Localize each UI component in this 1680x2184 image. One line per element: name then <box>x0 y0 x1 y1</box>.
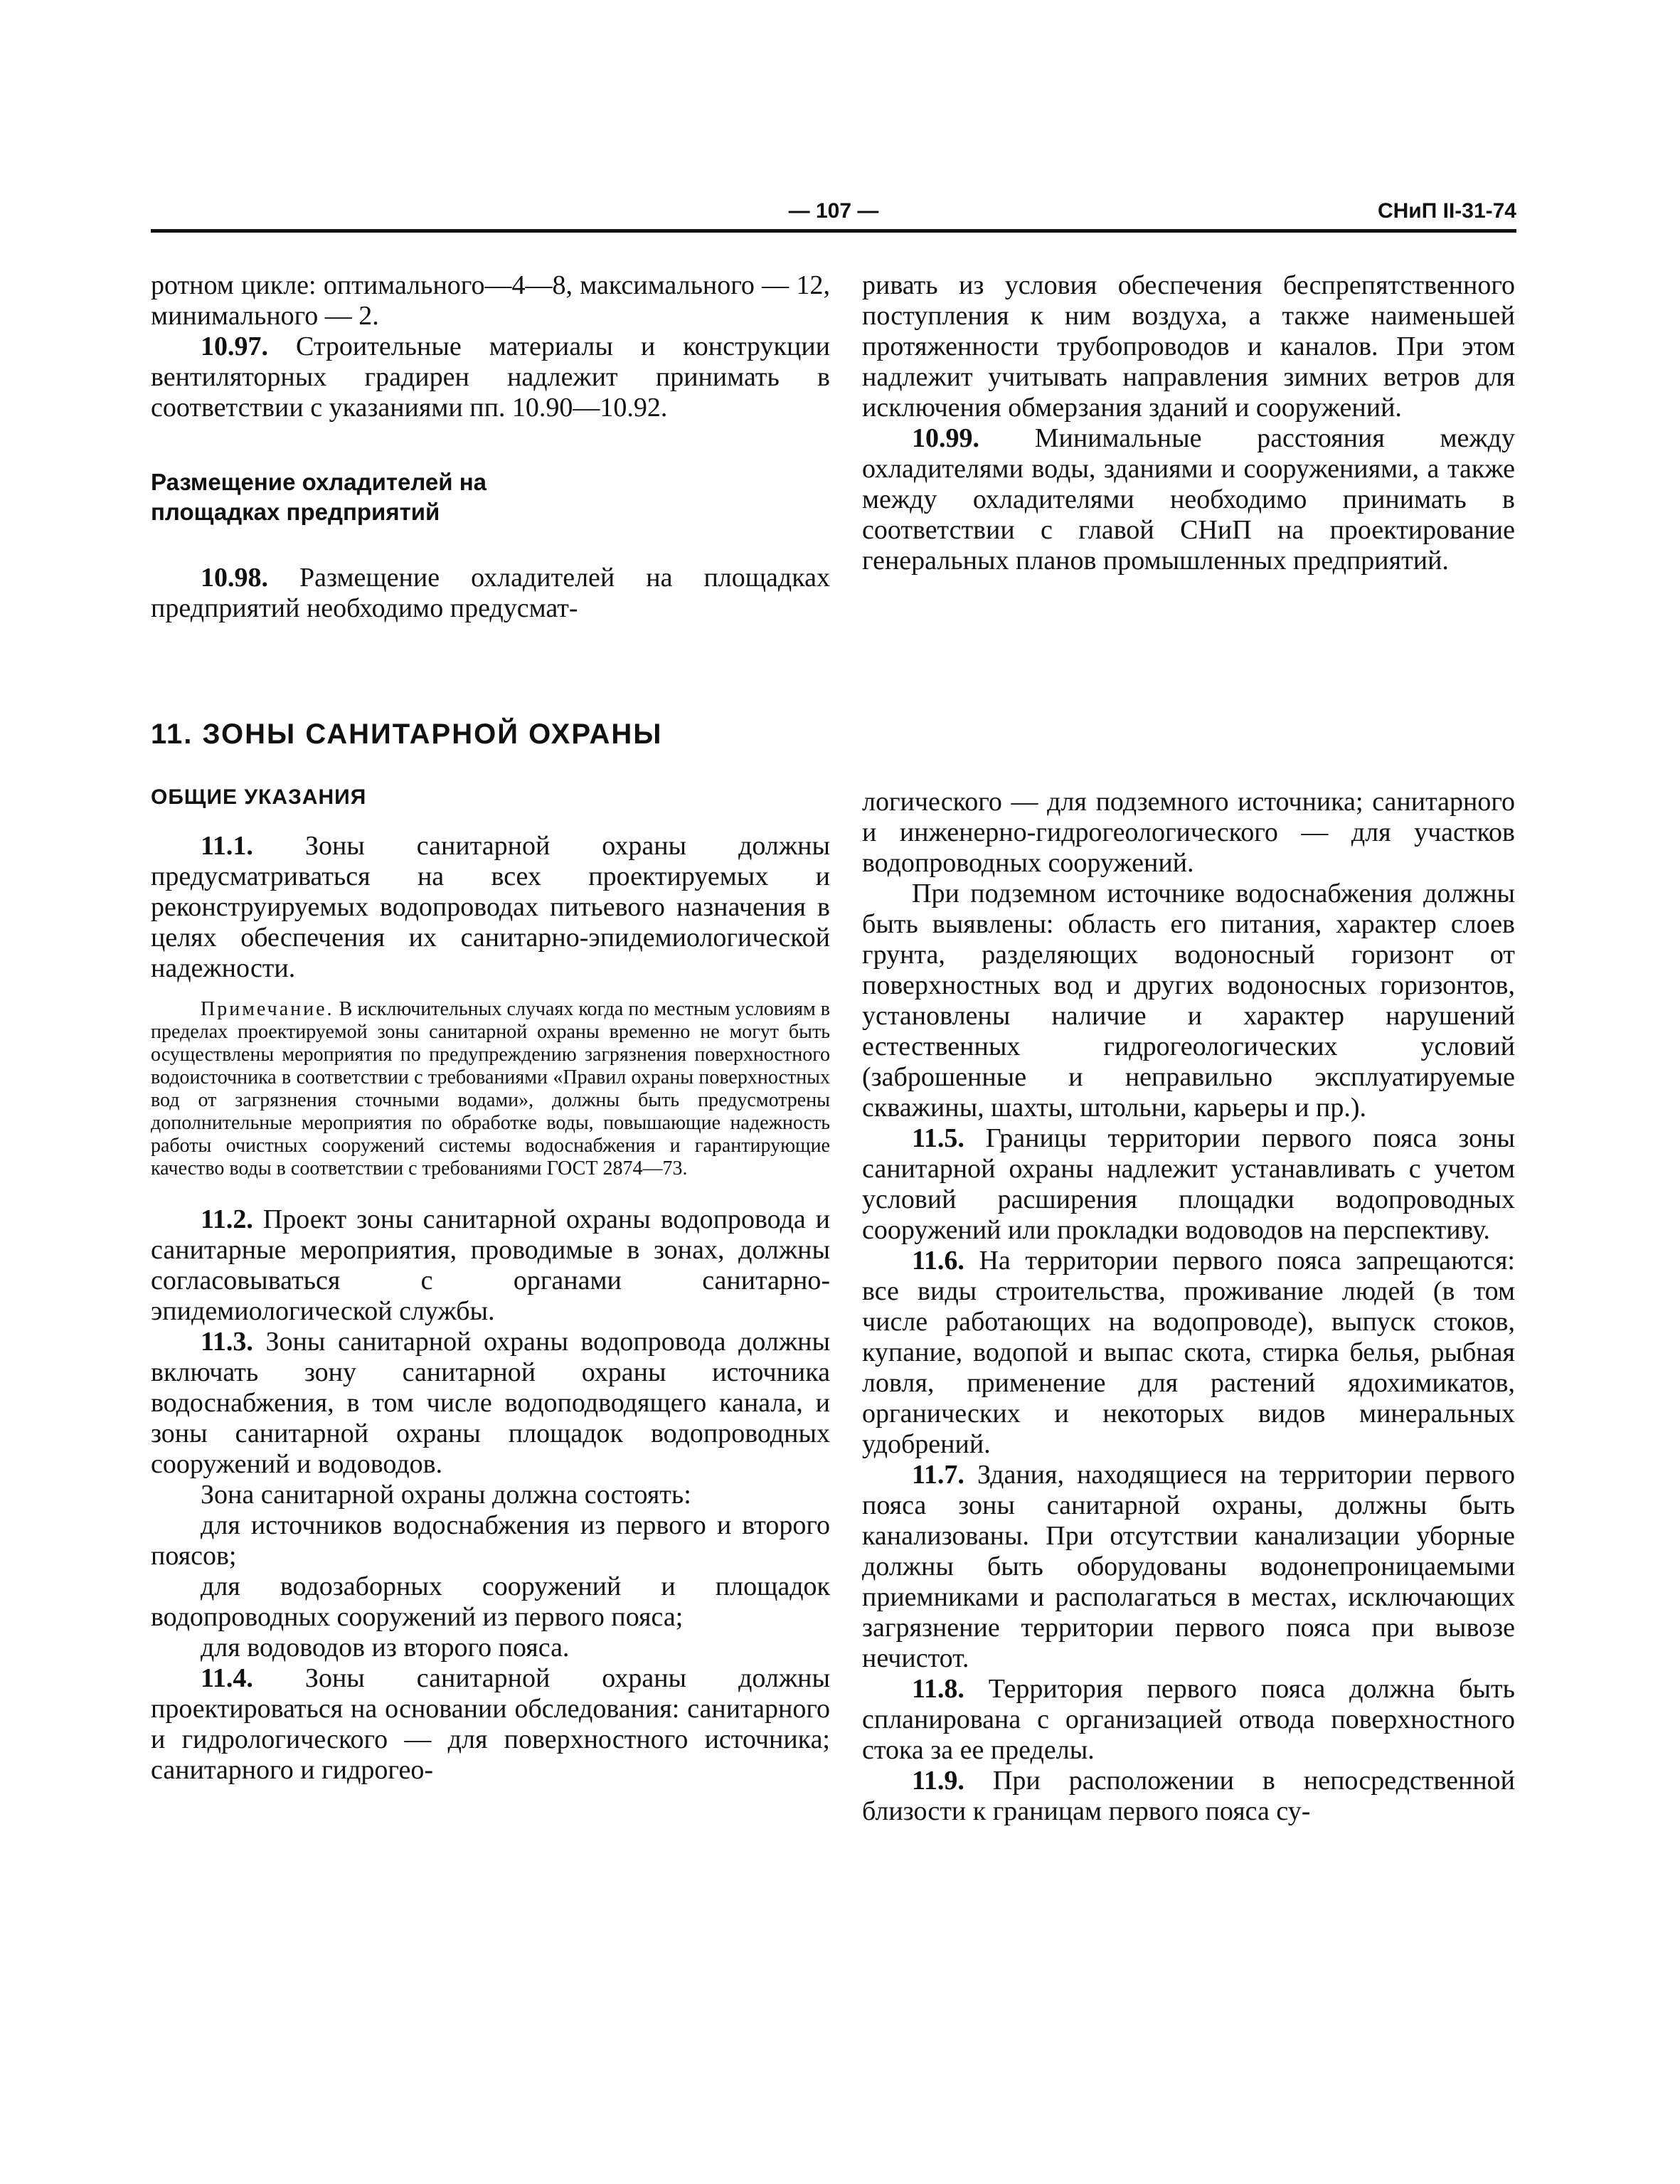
clause-number: 11.2. <box>201 1204 253 1234</box>
clause-text: Минимальные расстояния между охладителями воды, зданиями и сооружениями, а также между охладителями необходимо принимать в соответствии с главой СНиП на проектирование генеральных планов промышленных предприятий. <box>862 423 1515 576</box>
paragraph-10-99 <box>862 423 1515 576</box>
section-subtitle: ОБЩИЕ УКАЗАНИЯ <box>151 785 367 809</box>
clause-text: Здания, находящиеся на территории первого пояса зоны санитарной охраны, должны быть канализованы. При отсутствии канализации уборные должны быть оборудованы водонепроницаемыми приемниками и располагаться в местах, исключающих загрязнение территории первого пояса при вывозе нечистот. <box>862 1460 1515 1673</box>
paragraph-11-2 <box>151 1204 830 1327</box>
paragraph-11-9 <box>862 1766 1515 1827</box>
paragraph-continuation: ривать из условия обеспечения беспрепятственного поступления к ним воздуха, а также наименьшей протяженности трубопроводов и каналов. При этом надлежит учитывать направления зимних ветров для исключения обмерзания зданий и сооружений. <box>862 270 1515 423</box>
top-left-column <box>151 270 830 624</box>
paragraph-zone-composition: Зона санитарной охраны должна состоять: <box>201 1480 691 1510</box>
paragraph-11-3 <box>151 1327 830 1480</box>
clause-number: 10.97. <box>201 332 268 361</box>
bottom-left-column <box>151 831 830 1786</box>
clause-text: Территория первого пояса должна быть спланирована с организацией отвода поверхностного стока за ее пределы. <box>862 1674 1515 1765</box>
paragraph-11-6 <box>862 1246 1515 1460</box>
clause-text: Зоны санитарной охраны водопровода должны включать зону санитарной охраны источника водоснабжения, в том числе водоподводящего канала, и зоны санитарной охраны площадок водопроводных сооружений и водоводов. <box>151 1327 830 1479</box>
clause-number: 10.99. <box>912 423 979 453</box>
top-right-column <box>862 270 1515 576</box>
paragraph-10-98 <box>151 563 830 624</box>
clause-number: 11.7. <box>912 1460 964 1490</box>
clause-text: Проект зоны санитарной охраны водопровода и санитарные мероприятия, проводимые в зонах, должны согласовываться с органами санитарно-эпидемиологической службы. <box>151 1204 830 1326</box>
clause-text: Зоны санитарной охраны должны проектироваться на основании обследования: санитарного и гидрологического — для поверхностного источника; санитарного и гидрогео- <box>151 1663 830 1785</box>
clause-number: 11.4. <box>201 1663 253 1693</box>
paragraph-11-4 <box>151 1663 830 1786</box>
note-text: В исключительных случаях когда по местным условиям в пределах проектируемой зоны санитарной охраны временно не могут быть осуществлены мероприятия по предупреждению загрязнения поверхностного водоисточника в соответствии с требованиями «Правил охраны поверхностных вод от загрязнения сточными водами», должны быть предусмотрены дополнительные мероприятия по обработке воды, повышающие надежность работы очистных сооружений системы водоснабжения и гарантирующие качество воды в соответствии с требованиями ГОСТ 2874—73. <box>151 998 830 1180</box>
document-code: СНиП II-31-74 <box>1377 199 1516 223</box>
paragraph-continuation: логического — для подземного источника; санитарного и инженерно-гидрогеологического — для участков водопроводных сооружений. <box>862 787 1515 878</box>
paragraph-groundwater: При подземном источнике водоснабжения должны быть выявлены: область его питания, характер слоев грунта, разделяющих водоносный горизонт от поверхностных вод и других водоносных горизонтов, установлены наличие и характер нарушений естественных гидрогеологических условий (заброшенные и неправильно эксплуатируемые скважины, шахты, штольни, карьеры и пр.). <box>862 879 1515 1123</box>
bottom-right-column <box>862 787 1515 1827</box>
clause-text: На территории первого пояса запрещаются: все виды строительства, проживание людей (в том числе работающих на водопроводе), выпуск стоков, купание, водопой и выпас скота, стирка белья, рыбная ловля, применение для растений ядохимикатов, органических и некоторых видов минеральных удобрений. <box>862 1246 1515 1459</box>
list-item-conduits: для водоводов из второго пояса. <box>201 1633 570 1663</box>
paragraph-11-8 <box>862 1674 1515 1766</box>
page-header <box>151 198 1516 230</box>
list-item-sources: для источников водоснабжения из первого и второго поясов; <box>151 1510 830 1571</box>
list-item-intake: для водозаборных сооружений и площадок водопроводных сооружений из первого пояса; <box>151 1571 830 1632</box>
header-rule <box>151 229 1516 233</box>
paragraph-10-97 <box>151 332 830 423</box>
clause-number: 11.6. <box>912 1246 964 1276</box>
paragraph-11-7 <box>862 1460 1515 1674</box>
paragraph-continuation: ротном цикле: оптимального—4—8, максимального — 12, минимального — 2. <box>151 270 830 331</box>
note-label: Примечание. <box>201 998 334 1020</box>
clause-number: 11.5. <box>912 1123 964 1153</box>
paragraph-11-5 <box>862 1123 1515 1246</box>
subsection-heading: Размещение охладителей на площадках предприятий <box>151 469 487 525</box>
clause-number: 11.9. <box>912 1766 964 1796</box>
clause-text: Зоны санитарной охраны должны предусматриваться на всех проектируемых и реконструируемых водопроводах питьевого назначения в целях обеспечения их санитарно-эпидемиологической надежности. <box>151 831 830 983</box>
clause-text: При расположении в непосредственной близости к границам первого пояса су- <box>862 1766 1515 1826</box>
clause-number: 11.8. <box>912 1674 964 1704</box>
clause-text: Границы территории первого пояса зоны санитарной охраны надлежит устанавливать с учетом условий расширения площадки водопроводных сооружений или прокладки водоводов на перспективу. <box>862 1123 1515 1245</box>
clause-text: Размещение охладителей на площадках предприятий необходимо предусмат- <box>151 563 830 623</box>
clause-number: 11.1. <box>201 831 253 861</box>
note-paragraph <box>151 998 830 1180</box>
page-number: — 107 — <box>788 199 879 223</box>
section-title: 11. ЗОНЫ САНИТАРНОЙ ОХРАНЫ <box>151 719 663 750</box>
paragraph-11-1 <box>151 831 830 984</box>
clause-text: Строительные материалы и конструкции вентиляторных градирен надлежит принимать в соответствии с указаниями пп. 10.90—10.92. <box>151 332 830 423</box>
clause-number: 10.98. <box>201 563 268 593</box>
clause-number: 11.3. <box>201 1327 253 1357</box>
